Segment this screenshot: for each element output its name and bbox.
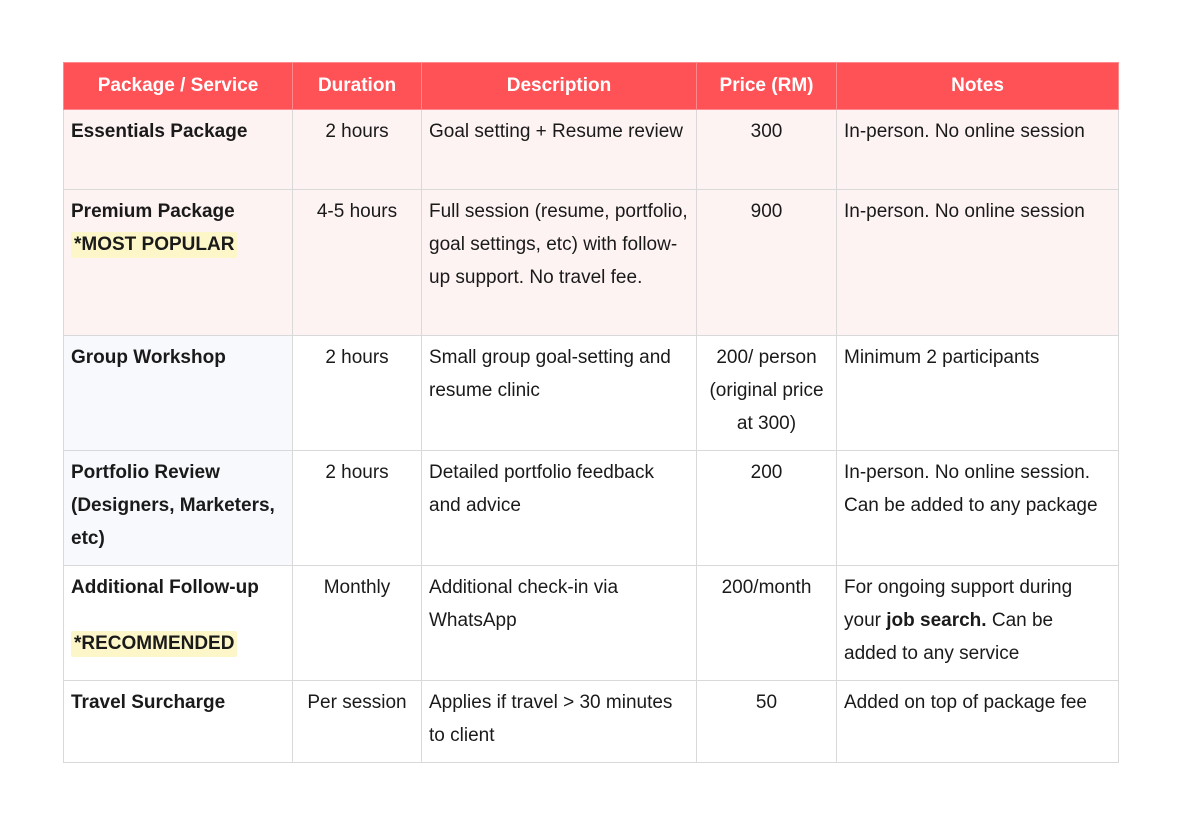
table-row <box>64 681 1119 763</box>
notes <box>844 456 1111 522</box>
header-price: Price (RM) <box>697 63 837 110</box>
price: 900 <box>750 201 783 222</box>
package-name-cell <box>64 451 293 566</box>
notes-cell <box>837 681 1119 763</box>
description-cell <box>422 336 697 451</box>
notes <box>844 341 1111 374</box>
notes-cell <box>837 190 1119 336</box>
notes-text: For ongoing support during your <box>844 577 1073 631</box>
notes-text-continued: Can be added to any service <box>844 610 1054 664</box>
description-cell <box>422 190 697 336</box>
description: Goal setting + Resume review <box>429 121 683 142</box>
notes <box>844 686 1111 719</box>
notes-emphasis: job search. <box>886 610 987 631</box>
notes-text: In-person. No online session <box>844 121 1085 142</box>
description-cell <box>422 566 697 681</box>
description: Detailed portfolio feedback and advice <box>429 462 654 516</box>
notes <box>844 195 1111 228</box>
package-name-cell <box>64 566 293 681</box>
package-name-cell <box>64 681 293 763</box>
duration: Monthly <box>323 577 391 598</box>
notes-text: Minimum 2 participants <box>844 347 1040 368</box>
duration-cell <box>293 190 422 336</box>
table-body <box>64 110 1119 763</box>
package-name-cell <box>64 336 293 451</box>
price: 50 <box>755 692 778 713</box>
notes-text: In-person. No online session. Can be added to any package <box>844 462 1098 516</box>
most-popular-badge: *MOST POPULAR <box>71 232 237 258</box>
duration: 2 hours <box>325 347 389 368</box>
duration-cell <box>293 451 422 566</box>
table-row <box>64 336 1119 451</box>
duration: Per session <box>307 692 407 713</box>
table-row <box>64 451 1119 566</box>
header-package-service: Package / Service <box>64 63 293 110</box>
table-row <box>64 566 1119 681</box>
header-notes: Notes <box>837 63 1119 110</box>
header-row <box>64 63 1119 110</box>
notes-cell <box>837 110 1119 190</box>
price-cell <box>697 190 837 336</box>
price-cell <box>697 566 837 681</box>
duration-cell <box>293 336 422 451</box>
price-cell <box>697 110 837 190</box>
table-row <box>64 190 1119 336</box>
duration: 4-5 hours <box>316 201 398 222</box>
duration-cell <box>293 110 422 190</box>
duration: 2 hours <box>325 462 389 483</box>
recommended-badge: *RECOMMENDED <box>71 631 237 657</box>
description: Additional check-in via WhatsApp <box>429 577 619 631</box>
description-cell <box>422 110 697 190</box>
price: 200/month <box>721 577 812 598</box>
table-header <box>64 63 1119 110</box>
header-duration: Duration <box>293 63 422 110</box>
price: 300 <box>750 121 783 142</box>
price-cell <box>697 681 837 763</box>
package-name: Premium Package <box>71 201 235 222</box>
description-cell <box>422 681 697 763</box>
price: 200 <box>750 462 783 483</box>
price-cell <box>697 451 837 566</box>
description: Small group goal-setting and resume clinic <box>429 347 671 401</box>
notes <box>844 115 1111 148</box>
description: Full session (resume, portfolio, goal settings, etc) with follow-up support. No travel fee. <box>429 201 688 288</box>
package-name: Additional Follow-up <box>71 577 259 598</box>
price: 200/ person (original price at 300) <box>709 347 824 434</box>
notes-cell <box>837 336 1119 451</box>
package-name-cell <box>64 190 293 336</box>
package-name: Travel Surcharge <box>71 692 226 713</box>
notes-cell <box>837 451 1119 566</box>
price-cell <box>697 336 837 451</box>
package-name: Group Workshop <box>71 347 226 368</box>
notes <box>844 571 1111 670</box>
package-name: Essentials Package <box>71 121 248 142</box>
pricing-table <box>63 62 1119 763</box>
description: Applies if travel > 30 minutes to client <box>429 692 673 746</box>
duration-cell <box>293 566 422 681</box>
notes-text: Added on top of package fee <box>844 692 1087 713</box>
duration-cell <box>293 681 422 763</box>
notes-text: In-person. No online session <box>844 201 1085 222</box>
package-name-cell <box>64 110 293 190</box>
description-cell <box>422 451 697 566</box>
header-description: Description <box>422 63 697 110</box>
package-name: Portfolio Review (Designers, Marketers, etc) <box>71 462 275 549</box>
table-row <box>64 110 1119 190</box>
duration: 2 hours <box>325 121 389 142</box>
notes-cell <box>837 566 1119 681</box>
